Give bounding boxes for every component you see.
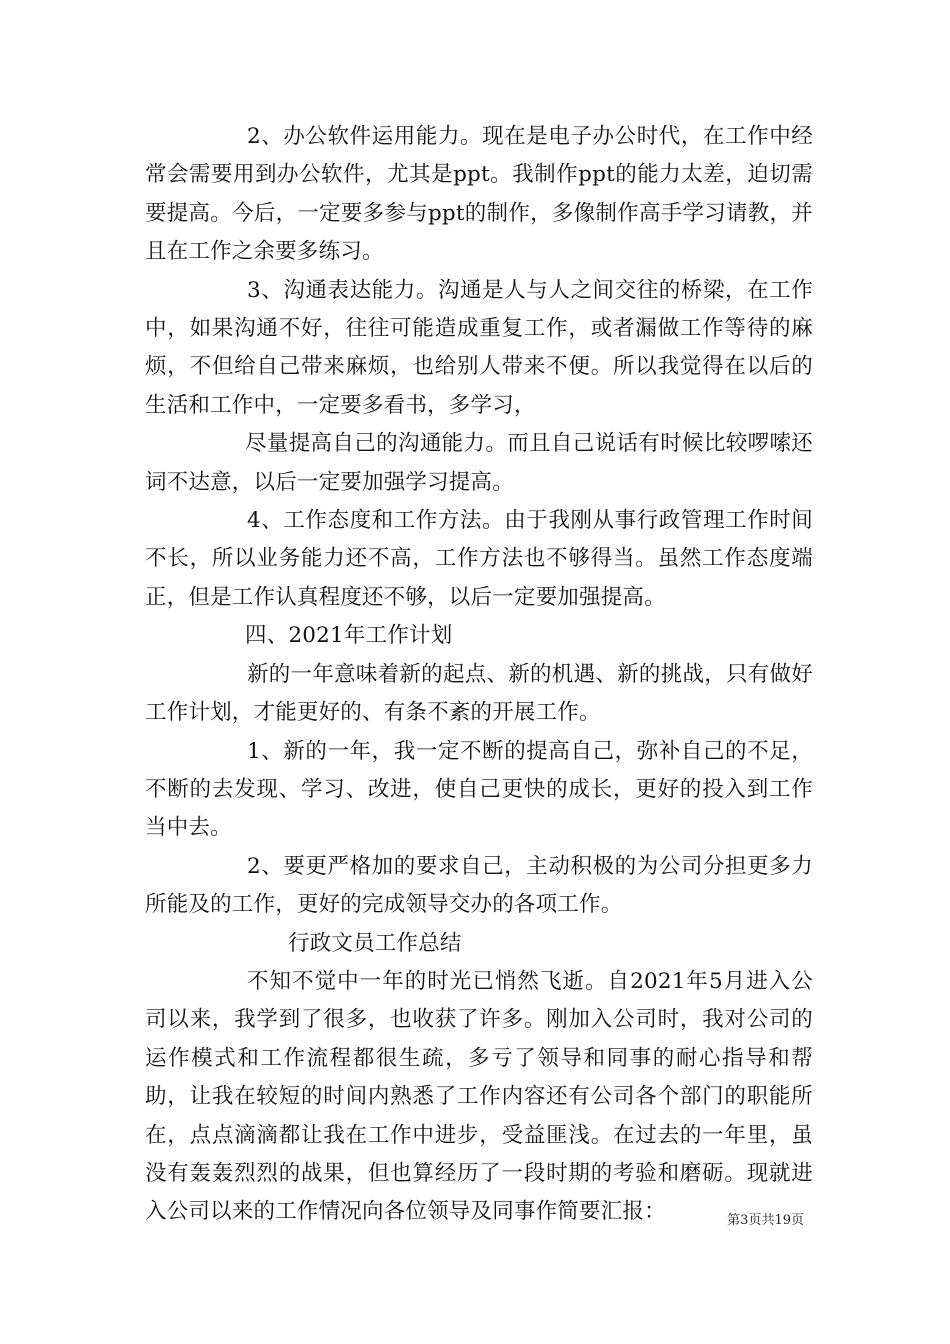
paragraph-summary-intro: 不知不觉中一年的时光已悄然飞逝。自2021年5月进入公司以来，我学到了很多，也收获了许多。刚加入公司时，我对公司的运作模式和工作流程都很生疏，多亏了领导和同事的耐心指导和帮助，让我在较短的时间内熟悉了工作内容还有公司各个部门的职能所在，点点滴滴都让我在工作中进步，受益匪浅。在过去的一年里，虽没有轰轰烈烈的战果，但也算经历了一段时期的考验和磨砺。现就进入公司以来的工作情况向各位领导及同事作简要汇报：	[145, 968, 813, 1225]
paragraph-new-year: 新的一年意味着新的起点、新的机遇、新的挑战，只有做好工作计划，才能更好的、有条不紊的开展工作。	[145, 661, 813, 726]
paragraph-plan-item-1: 1、新的一年，我一定不断的提高自己，弥补自己的不足，不断的去发现、学习、改进，使自己更快的成长，更好的投入到工作当中去。	[145, 738, 813, 841]
paragraph-office-software: 2、办公软件运用能力。现在是电子办公时代，在工作中经常会需要用到办公软件，尤其是ppt。我制作ppt的能力太差，迫切需要提高。今后，一定要多参与ppt的制作，多像制作高手学习请教，并且在工作之余要多练习。	[145, 124, 813, 265]
document-body	[145, 118, 813, 1232]
paragraph-plan-item-2: 2、要更严格加的要求自己，主动积极的为公司分担更多力所能及的工作，更好的完成领导交办的各项工作。	[145, 853, 813, 918]
paragraph-communication: 3、沟通表达能力。沟通是人与人之间交往的桥梁，在工作中，如果沟通不好，往往可能造成重复工作，或者漏做工作等待的麻烦，不但给自己带来麻烦，也给别人带来不便。所以我觉得在以后的生活和工作中，一定要多看书，多学习，	[145, 277, 813, 418]
section-title-summary: 行政文员工作总结	[288, 930, 462, 956]
section-heading-work-plan: 四、2021年工作计划	[245, 623, 453, 649]
page-number-footer: 第3页共19页	[727, 1213, 804, 1228]
paragraph-communication-continued: 尽量提高自己的沟通能力。而且自己说话有时候比较啰嗦还词不达意，以后一定要加强学习提高。	[145, 431, 813, 495]
paragraph-work-attitude: 4、工作态度和工作方法。由于我刚从事行政管理工作时间不长，所以业务能力还不高，工作方法也不够得当。虽然工作态度端正，但是工作认真程度还不够，以后一定要加强提高。	[145, 508, 813, 610]
